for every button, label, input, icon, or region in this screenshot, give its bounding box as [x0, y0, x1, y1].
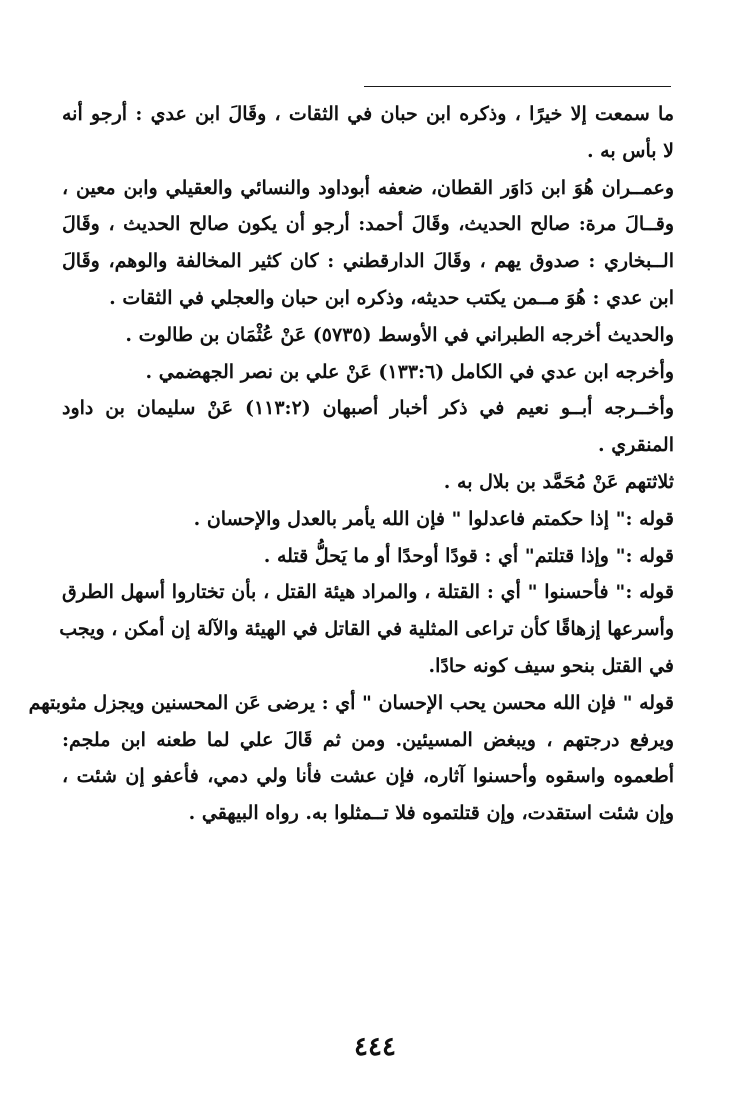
text-line: في القتل بنحو سيف كونه حادًا.: [428, 654, 674, 677]
text-line: ويرفع درجتهم ، ويبغض المسيئين. ومن ثم قَالَ علي لما طعنه ابن ملجم:: [62, 728, 674, 751]
text-line: الــبخاري : صدوق يهم ، وقَالَ الدارقطني : كان كثير المخالفة والوهم، وقَالَ: [62, 250, 674, 273]
text-line: وعمــران هُوَ ابن دَاوَر القطان، ضعفه أبوداود والنسائي والعقيلي وابن معين ،: [62, 176, 674, 199]
text-line: وأخرجه ابن عدي في الكامل (١٣٣:٦) عَنْ علي بن نصر الجهضمي .: [145, 360, 674, 383]
text-line: وقــالَ مرة: صالح الحديث، وقَالَ أحمد: أرجو أن يكون صالح الحديث ، وقَالَ: [62, 213, 674, 236]
footnote-text-block: [28, 96, 674, 832]
text-line: والحديث أخرجه الطبراني في الأوسط (٥٧٣٥) عَنْ عُثْمَان بن طالوت .: [125, 323, 674, 346]
text-line: وأسرعها إزهاقًا كأن تراعى المثلية في القاتل في الهيئة والآلة إن أمكن ، ويجب: [59, 618, 674, 641]
text-line: ابن عدي : هُوَ مــمن يكتب حديثه، وذكره ابن حبان والعجلي في الثقات .: [109, 286, 674, 309]
text-line: ثلاثتهم عَنْ مُحَمَّد بن بلال به .: [443, 470, 674, 493]
text-line: لا بأس به .: [586, 139, 674, 162]
text-line: أطعموه واسقوه وأحسنوا آثاره، فإن عشت فأنا ولي دمي، فأعفو إن شئت ،: [62, 765, 674, 788]
text-line: قوله :" وإذا قتلتم" أي : قودًا أوحدًا أو ما يَحلُّ قتله .: [263, 544, 674, 567]
text-line: المنقري .: [598, 434, 674, 457]
text-line: قوله :" إذا حكمتم فاعدلوا " فإن الله يأمر بالعدل والإحسان .: [193, 507, 674, 530]
page-number: ٤٤٤: [354, 1032, 396, 1062]
footnote-separator-rule: [364, 86, 671, 87]
text-line: ما سمعت إلا خيرًا ، وذكره ابن حبان في الثقات ، وقَالَ ابن عدي : أرجو أنه: [62, 103, 674, 125]
text-line: وإن شئت استقدت، وإن قتلتموه فلا تــمثلوا به. رواه البيهقي .: [188, 802, 674, 825]
text-line: قوله :" فأحسنوا " أي : القتلة ، والمراد هيئة القتل ، بأن تختاروا أسهل الطرق: [62, 581, 674, 604]
text-line: قوله " فإن الله محسن يحب الإحسان " أي : يرضى عَن المحسنين ويجزل مثوبتهم: [28, 691, 674, 714]
text-line: وأخــرجه أبــو نعيم في ذكر أخبار أصبهان (١١٣:٢) عَنْ سليمان بن داود: [62, 397, 674, 420]
